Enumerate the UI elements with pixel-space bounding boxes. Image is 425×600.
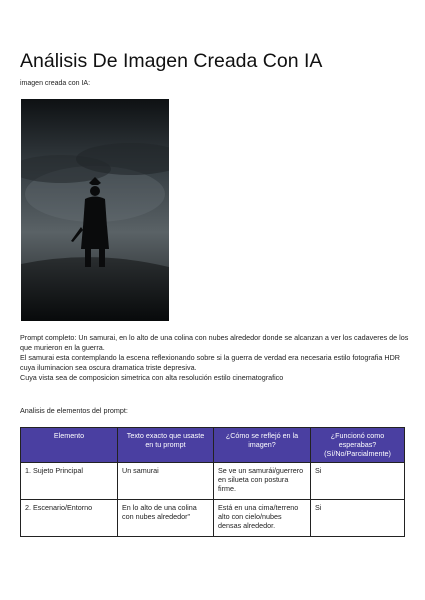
table-header-row [21,428,405,463]
table-cell: Si [311,463,405,500]
column-header: ¿Cómo se reflejó en la imagen? [214,428,311,463]
column-header: Elemento [21,428,118,463]
table-cell: 2. Escenario/Entorno [21,500,118,537]
section-heading: Analisis de elementos del prompt: [20,406,128,415]
column-header: ¿Funcionó como esperabas? (Sí/No/Parcialmente) [311,428,405,463]
column-header: Texto exacto que usaste en tu prompt [118,428,214,463]
table-cell: 1. Sujeto Principal [21,463,118,500]
prompt-line: Prompt completo: Un samurai, en lo alto de una colina con nubes alrededor donde se alcanzan a ver los cadaveres de los que murieron en la guerra. [20,333,409,352]
samurai-image [21,99,169,321]
image-caption: imagen creada con IA: [20,80,91,87]
page-title: Análisis De Imagen Creada Con IA [20,50,323,72]
table-cell: Se ve un samurái/guerrero en silueta con postura firme. [214,463,311,500]
prompt-line: Cuya vista sea de composicion simetrica con alta resolución estilo cinematografico [20,373,284,382]
prompt-line: El samurai esta contemplando la escena reflexionando sobre si la guerra de verdad era necesaria estilo fotografia HDR cuya iluminacion sea oscura dramatica triste depresiva. [20,353,400,372]
table-row [21,463,405,500]
table-cell: Un samurai [118,463,214,500]
table-row [21,500,405,537]
prompt-text [20,333,410,383]
analysis-table [20,427,405,537]
table-cell: Está en una cima/terreno alto con cielo/nubes densas alrededor. [214,500,311,537]
table-cell: En lo alto de una colina con nubes alrededor" [118,500,214,537]
table-cell: Si [311,500,405,537]
